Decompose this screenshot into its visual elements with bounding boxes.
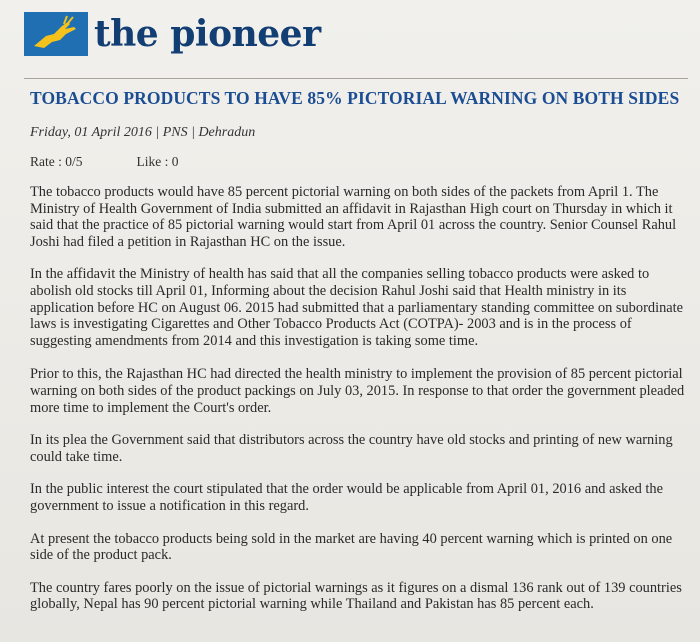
- article-body: [30, 184, 686, 629]
- article-dateline: Friday, 01 April 2016 | PNS | Dehradun: [30, 125, 256, 140]
- divider: [24, 78, 688, 79]
- article-meta: [30, 154, 179, 170]
- masthead[interactable]: [24, 6, 321, 62]
- pioneer-logo-icon: [24, 12, 88, 56]
- rating-label[interactable]: Rate : 0/5: [30, 154, 83, 169]
- paragraph: The tobacco products would have 85 percent pictorial warning on both sides of the packets from April 1. The Ministry of Health Government of India submitted an affidavit in Rajasthan High court on Thursday in which it said that the practice of 85 pictorial warning would start from April 01 across the country. Senior Counsel Rahul Joshi had filed a petition in Rajasthan HC on the issue.: [30, 184, 677, 250]
- like-counter[interactable]: Like : 0: [136, 154, 179, 169]
- paragraph: Prior to this, the Rajasthan HC had directed the health ministry to implement the provision of 85 percent pictorial warning on both sides of the product packings on July 03, 2015. In response to that order the government pleaded more time to implement the Court's order.: [30, 366, 685, 416]
- paragraph: In the public interest the court stipulated that the order would be applicable from April 01, 2016 and asked the government to issue a notification in this regard.: [30, 481, 664, 514]
- paragraph: The country fares poorly on the issue of pictorial warnings as it figures on a dismal 136 rank out of 139 countries globally, Nepal has 90 percent pictorial warning while Thailand and Pakistan has 85 percent each.: [30, 579, 682, 613]
- paragraph: At present the tobacco products being sold in the market are having 40 percent warning which is printed on one side of the product pack.: [30, 530, 673, 564]
- paragraph: In its plea the Government said that distributors across the country have old stocks and printing of new warning could take time.: [30, 432, 673, 465]
- paragraph: In the affidavit the Ministry of health has said that all the companies selling tobacco products were asked to abolish old stocks till April 01, Informing about the decision Rahul Joshi said that Health ministry in its application before HC on August 06. 2015 had submitted that a parliamentary standing committee on subordinate laws is investigating Cigarettes and Other Tobacco Products Act (COTPA)- 2003 and is in the process of suggesting amendments from 2014 and this investigation is taking some time.: [30, 266, 684, 349]
- brand-name: the pioneer: [94, 13, 321, 55]
- article-headline: TOBACCO PRODUCTS TO HAVE 85% PICTORIAL WARNING ON BOTH SIDES: [30, 88, 680, 108]
